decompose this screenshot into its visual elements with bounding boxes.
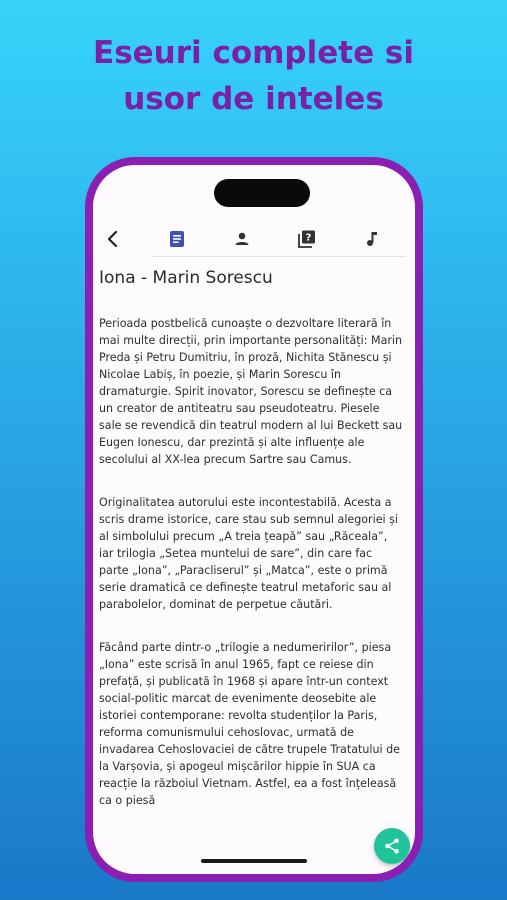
quiz-icon <box>295 227 319 251</box>
tab-audio[interactable] <box>360 227 384 251</box>
home-indicator <box>201 859 307 863</box>
article-paragraph: Originalitatea autorului este incontestabilă. Acesta a scris drame istorice, care stau sub semnul alegoriei și al simbolului precum „A treia țeapă” sau „Răceala”, iar trilogia „Setea muntelui de sare”, din care fac parte „Iona”, „Paracliserul” și „Matca”, este o primă serie dramatică ce definește teatrul metaforic sau al parabolelor, dominat de perpetue căutări. <box>99 496 398 611</box>
article-paragraph: Făcând parte dintr-o „trilogie a nedumeririlor”, piesa „Iona” este scrisă în anul 1965, fapt ce reiese din prefață, și publicată în 1968 și apare într-un context social-politic marcat de evenimente deosebite ale istoriei contemporane: revolta studenților la Paris, reforma comunismului cehoslovac, urmată de invadarea Cehoslovaciei de către trupele Tratatului de la Varșovia, și apogeul mișcărilor hippie în SUA ca reacție la războiul Vietnam. Astfel, ea a fost înțeleasă ca o piesă <box>99 641 400 807</box>
tab-quiz[interactable] <box>295 227 319 251</box>
tab-author[interactable] <box>230 227 254 251</box>
dynamic-island <box>214 179 310 207</box>
article-title: Iona - Marin Sorescu <box>99 268 273 288</box>
article-paragraph: Perioada postbelică cunoaște o dezvoltare literară în mai multe direcții, prin importante personalități: Marin Preda și Petru Dumitriu, în proză, Nichita Stănescu și Nicolae Labiș, în poezie, și Marin Sorescu în dramaturgie. Spirit inovator, Sorescu se definește ca un creator de antiteatru sau pseudoteatru. Piesele sale se revendică din teatrul modern al lui Beckett sau Eugen Ionescu, dar prezintă și alte influențe ale secolului al XX-lea precum Sartre sau Camus. <box>99 317 403 466</box>
phone-frame <box>85 157 423 882</box>
promo-headline-line-2: usor de inteles <box>123 81 384 117</box>
back-button[interactable] <box>101 227 125 251</box>
share-icon <box>383 837 401 855</box>
share-button[interactable] <box>374 828 410 864</box>
promo-headline-line-1: Eseuri complete si <box>93 35 414 71</box>
svg-text:?: ? <box>305 232 312 244</box>
top-toolbar <box>93 223 415 255</box>
person-icon <box>230 227 254 251</box>
phone-screen <box>93 165 415 874</box>
article-icon <box>165 227 189 251</box>
toolbar-divider <box>151 256 406 257</box>
arrow-left-icon <box>101 227 125 251</box>
music-note-icon <box>360 227 384 251</box>
article-body[interactable] <box>99 315 405 858</box>
promo-headline <box>0 30 507 122</box>
tab-article[interactable] <box>165 227 189 251</box>
